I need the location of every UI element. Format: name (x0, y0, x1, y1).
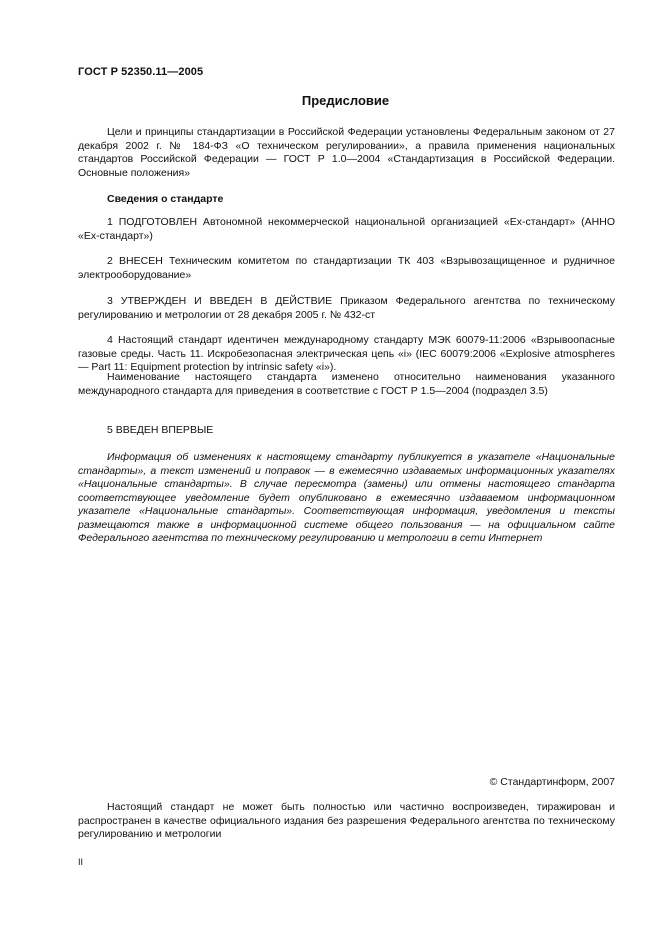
copyright-notice: © Стандартинформ, 2007 (489, 776, 615, 788)
item-4: 4 Настоящий стандарт идентичен международному стандарту МЭК 60079-11:2006 «Взрывоопасные газовые среды. Часть 11. Искробезопасная электрическая цепь «i» (IEC 60079:2006 «Explosive atmospheres — Part 11: Equipment protection by intrinsic safety «i»). (78, 334, 615, 373)
page-title: Предисловие (301, 93, 390, 108)
item-4-note: Наименование настоящего стандарта изменено относительно наименования указанного международного стандарта для приведения в соответствие с ГОСТ Р 1.5—2004 (подраздел 3.5) (78, 371, 615, 397)
item-3: 3 УТВЕРЖДЕН И ВВЕДЕН В ДЕЙСТВИЕ Приказом Федерального агентства по техническому регулированию и метрологии от 28 декабря 2005 г. № 432-ст (78, 295, 615, 321)
footer-notice: Настоящий стандарт не может быть полностью или частично воспроизведен, тиражирован и распространен в качестве официального издания без разрешения Федерального агентства по техническому регулированию и метрологии (78, 801, 615, 840)
page-number: II (78, 857, 84, 867)
item-2: 2 ВНЕСЕН Техническим комитетом по стандартизации ТК 403 «Взрывозащищенное и рудничное электрооборудование» (78, 255, 615, 281)
standard-code-header: ГОСТ Р 52350.11—2005 (78, 66, 204, 78)
info-paragraph: Информация об изменениях к настоящему стандарту публикуется в указателе «Национальные стандарты», а текст изменений и поправок — в ежемесячно издаваемых информационных указателях «Национальные стандарты». В случае пересмотра (замены) или отмены настоящего стандарта соответствующее уведомление будет опубликовано в ежемесячно издаваемом информационном указателе «Национальные стандарты». Соответствующая информация, уведомления и тексты размещаются также в информационной системе общего пользования — на официальном сайте Федерального агентства по техническому регулированию и метрологии в сети Интернет (78, 451, 615, 544)
item-1: 1 ПОДГОТОВЛЕН Автономной некоммерческой национальной организацией «Ех-стандарт» (АННО «Ех-стандарт») (78, 216, 615, 242)
item-5: 5 ВВЕДЕН ВПЕРВЫЕ (107, 424, 214, 436)
section-heading: Сведения о стандарте (107, 193, 224, 205)
intro-paragraph: Цели и принципы стандартизации в Российской Федерации установлены Федеральным законом от 27 декабря 2002 г. № 184-ФЗ «О техническом регулировании», а правила применения национальных стандартов Российской Федерации — ГОСТ Р 1.0—2004 «Стандартизация в Российской Федерации. Основные положения» (78, 126, 615, 179)
